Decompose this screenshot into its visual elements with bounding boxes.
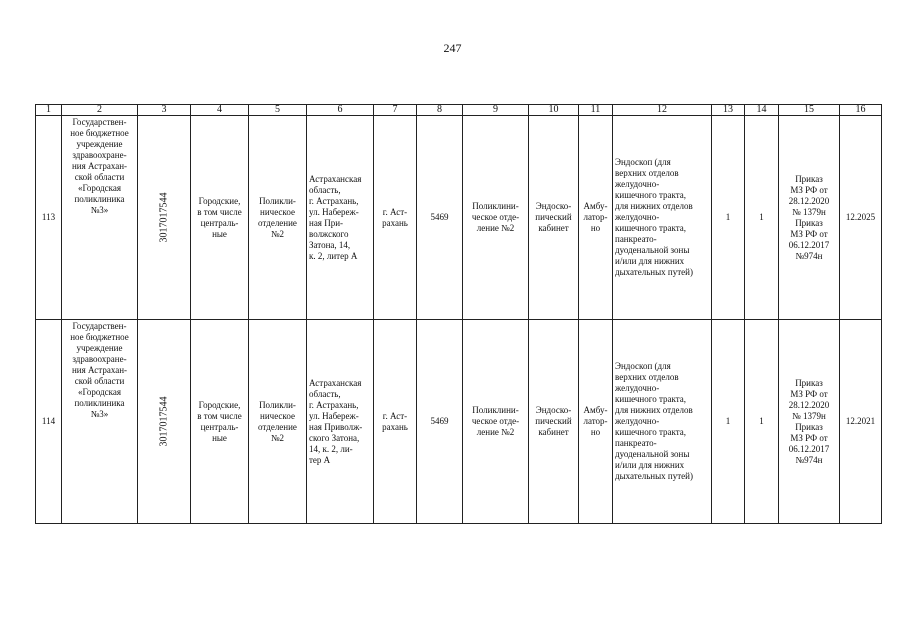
facility-type-text: Городские, в том числе централь- ные (197, 399, 242, 443)
column-header: 16 (840, 105, 882, 116)
column-header: 8 (417, 105, 463, 116)
column-header: 13 (712, 105, 745, 116)
facility-type-text: Городские, в том числе централь- ные (197, 195, 242, 239)
room-cell (529, 116, 579, 320)
column-header: 15 (779, 105, 840, 116)
code-cell: 5469 (417, 320, 463, 524)
city-text: г. Аст- рахань (382, 206, 408, 228)
inn-cell (138, 116, 191, 320)
department-cell (249, 116, 307, 320)
quantity-cell: 1 (745, 320, 779, 524)
city-cell (374, 116, 417, 320)
equipment-text: Эндоскоп (для верхних отделов желудочно- кишечного тракта, для нижних отделов желудочно- кишечного тракта, панкреато- дуоденальной зоны и/или для нижних дыхательных путей) (615, 157, 693, 277)
facility-type-cell (191, 116, 249, 320)
column-header: 3 (138, 105, 191, 116)
date-cell: 12.2025 (840, 116, 882, 320)
order-text: Приказ МЗ РФ от 28.12.2020 № 1379н Приказ МЗ РФ от 06.12.2017 №974н (788, 173, 830, 261)
order-cell (779, 320, 840, 524)
quantity-cell: 1 (745, 116, 779, 320)
department-text: Поликли- ническое отделение №2 (258, 399, 297, 443)
inn-text: 3017017544 (158, 192, 170, 243)
address-cell (307, 116, 374, 320)
organization-text: Государствен- ное бюджетное учреждение здравоохране- ния Астрахан- ской области «Городская поликлиника №3» (70, 321, 129, 419)
inn-cell (138, 320, 191, 524)
inn-text: 3017017544 (158, 396, 170, 447)
unit-cell (463, 320, 529, 524)
page-number: 247 (443, 41, 462, 55)
order-cell (779, 116, 840, 320)
room-text: Эндоско- пический кабинет (535, 405, 572, 437)
column-header: 12 (613, 105, 712, 116)
facility-type-cell (191, 320, 249, 524)
column-header: 5 (249, 105, 307, 116)
care-type-cell (579, 116, 613, 320)
column-header: 6 (307, 105, 374, 116)
organization-cell (62, 116, 138, 320)
equipment-cell (613, 116, 712, 320)
column-header: 4 (191, 105, 249, 116)
care-type-cell (579, 320, 613, 524)
organization-cell (62, 320, 138, 524)
equipment-text: Эндоскоп (для верхних отделов желудочно- кишечного тракта, для нижних отделов желудочно- кишечного тракта, панкреато- дуоденальной зоны и/или для нижних дыхательных путей) (615, 361, 693, 481)
unit-text: Поликлини- ческое отде- ление №2 (471, 201, 520, 233)
column-header: 10 (529, 105, 579, 116)
city-cell (374, 320, 417, 524)
organization-text: Государствен- ное бюджетное учреждение здравоохране- ния Астрахан- ской области «Городская поликлиника №3» (70, 117, 129, 215)
column-header: 2 (62, 105, 138, 116)
quantity-cell: 1 (712, 320, 745, 524)
code-cell: 5469 (417, 116, 463, 320)
table-header-row (36, 105, 882, 116)
care-type-text: Амбу- латор- но (583, 201, 608, 233)
address-cell (307, 320, 374, 524)
department-text: Поликли- ническое отделение №2 (258, 195, 297, 239)
order-text: Приказ МЗ РФ от 28.12.2020 № 1379н Приказ МЗ РФ от 06.12.2017 №974н (788, 377, 830, 465)
column-header: 14 (745, 105, 779, 116)
room-cell (529, 320, 579, 524)
care-type-text: Амбу- латор- но (583, 405, 608, 437)
column-header: 7 (374, 105, 417, 116)
column-header: 9 (463, 105, 529, 116)
quantity-cell: 1 (712, 116, 745, 320)
equipment-cell (613, 320, 712, 524)
room-text: Эндоско- пический кабинет (535, 201, 572, 233)
department-cell (249, 320, 307, 524)
table-row (36, 116, 882, 320)
date-cell: 12.2021 (840, 320, 882, 524)
table-row (36, 320, 882, 524)
unit-text: Поликлини- ческое отде- ление №2 (471, 405, 520, 437)
unit-cell (463, 116, 529, 320)
column-header: 11 (579, 105, 613, 116)
address-text: Астраханская область, г. Астрахань, ул. Набереж- ная При- волжского Затона, 14, к. 2, литер А (309, 173, 362, 261)
address-text: Астраханская область, г. Астрахань, ул. Набереж- ная Приволж- ского Затона, 14, к. 2, ли- тер А (309, 377, 363, 465)
column-header: 1 (36, 105, 62, 116)
registry-table (35, 104, 882, 524)
row-number-cell: 114 (36, 320, 62, 524)
row-number-cell: 113 (36, 116, 62, 320)
city-text: г. Аст- рахань (382, 410, 408, 432)
